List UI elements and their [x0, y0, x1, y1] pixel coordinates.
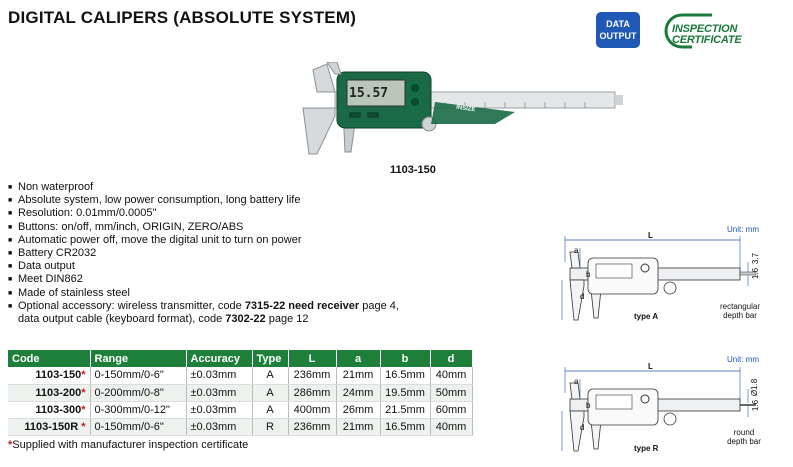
col-b: b [380, 350, 430, 367]
accessory-code: 7302-22 [225, 313, 266, 326]
label-b-r: b [586, 401, 591, 410]
col-L: L [288, 350, 336, 367]
unit-label-r: Unit: mm [727, 355, 759, 364]
note-line: rectangular [719, 302, 761, 311]
star-mark: * [81, 403, 86, 416]
cell-code [8, 384, 90, 401]
label-a-r: a [574, 377, 579, 386]
feature-item: ■ Meet DIN862 [8, 273, 399, 286]
cell-L: 236mm [288, 418, 336, 435]
star-mark: * [81, 386, 86, 399]
cell-type: R [252, 418, 288, 435]
table-row [8, 384, 472, 401]
accessory-page: page 12 [265, 313, 309, 326]
accessory-text: data output cable (keyboard format), code [18, 313, 226, 326]
col-code: Code [8, 350, 90, 367]
table-header-row [8, 350, 472, 367]
cell-b: 21.5mm [380, 401, 430, 418]
cell-b: 19.5mm [380, 384, 430, 401]
label-a-a: a [574, 246, 579, 255]
note-line: depth bar [727, 437, 761, 446]
note-line: round [733, 428, 755, 437]
feature-item: ■ Buttons: on/off, mm/inch, ORIGIN, ZERO/ABS [8, 221, 399, 234]
cell-code [8, 367, 90, 384]
col-a: a [336, 350, 380, 367]
star-mark: * [81, 369, 86, 382]
feature-item: ■ Resolution: 0.01mm/0.0005" [8, 207, 399, 220]
cell-type: A [252, 384, 288, 401]
caliper-photo [295, 62, 625, 162]
cell-accuracy: ±0.03mm [186, 367, 252, 384]
col-accuracy: Accuracy [186, 350, 252, 367]
accessory-code: 7315-22 need receiver [244, 299, 360, 312]
accessory-item [8, 300, 399, 313]
feature-item: ■ Battery CR2032 [8, 247, 399, 260]
certificate-line-1: INSPECTION [672, 23, 738, 35]
cell-a: 26mm [336, 401, 380, 418]
data-output-badge [596, 12, 640, 48]
cell-b: 16.5mm [380, 418, 430, 435]
cell-L: 286mm [288, 384, 336, 401]
cell-L: 400mm [288, 401, 336, 418]
feature-item: ■ Absolute system, low power consumption, long battery life [8, 194, 399, 207]
page-title: DIGITAL CALIPERS (ABSOLUTE SYSTEM) [8, 8, 357, 27]
display-reading: 15.57 [349, 86, 389, 101]
table-row [8, 418, 472, 435]
accessory-text: Optional accessory: wireless transmitter, code [18, 299, 245, 312]
cell-accuracy: ±0.03mm [186, 401, 252, 418]
cell-code [8, 401, 90, 418]
cell-code [8, 418, 90, 435]
feature-list [8, 181, 399, 326]
footnote [8, 439, 248, 451]
table-row [8, 401, 472, 418]
note-line: depth bar [723, 311, 757, 320]
certificate-text [672, 24, 742, 46]
accessory-page: page 4, [359, 299, 399, 312]
cell-range: 0-200mm/0-8" [90, 384, 186, 401]
spec-table [8, 350, 473, 436]
cell-b: 16.5mm [380, 367, 430, 384]
code-text: 1103-150R [24, 420, 79, 433]
cell-range: 0-150mm/0-6" [90, 367, 186, 384]
accessory-item-cont [8, 313, 399, 326]
cell-range: 0-150mm/0-6" [90, 418, 186, 435]
model-label: 1103-150 [390, 164, 436, 176]
cell-range: 0-300mm/0-12" [90, 401, 186, 418]
code-text: 1103-150 [35, 369, 82, 382]
star-mark: * [8, 439, 13, 451]
certificate-line-2: CERTIFICATE [672, 34, 742, 46]
type-label-a: type A [634, 312, 659, 321]
inspection-certificate-logo [662, 11, 770, 51]
cell-type: A [252, 401, 288, 418]
feature-item: ■ Made of stainless steel [8, 287, 399, 300]
cell-a: 24mm [336, 384, 380, 401]
cell-L: 236mm [288, 367, 336, 384]
code-text: 1103-300 [35, 403, 82, 416]
label-L-r: L [648, 362, 653, 371]
star-mark: * [81, 420, 86, 433]
col-d: d [430, 350, 472, 367]
diagram-note-r [716, 428, 772, 446]
cell-d: 60mm [430, 401, 472, 418]
feature-item: ■ Data output [8, 260, 399, 273]
footnote-text: Supplied with manufacturer inspection certificate [12, 439, 249, 451]
table-row [8, 367, 472, 384]
dim-r-1: Ø1.8 [750, 378, 760, 397]
badge-line-2: OUTPUT [599, 31, 637, 41]
col-range: Range [90, 350, 186, 367]
code-text: 1103-200 [35, 386, 82, 399]
diagram-note-a [708, 302, 772, 320]
label-b-a: b [586, 270, 591, 279]
cell-a: 21mm [336, 367, 380, 384]
col-type: Type [252, 350, 288, 367]
feature-item: ■ Automatic power off, move the digital unit to turn on power [8, 234, 399, 247]
label-d-r: d [580, 423, 585, 432]
cell-accuracy: ±0.03mm [186, 384, 252, 401]
cell-a: 21mm [336, 418, 380, 435]
badge-line-1: DATA [606, 19, 630, 29]
dim-r-2: 1.6 [751, 399, 761, 412]
label-L-a: L [648, 231, 653, 240]
type-label-r: type R [634, 444, 659, 453]
unit-label-a: Unit: mm [727, 225, 759, 234]
label-d-a: d [580, 292, 585, 301]
dim-a-1: 3.7 [751, 252, 761, 265]
cell-d: 50mm [430, 384, 472, 401]
tool-brand: INSIZE [455, 104, 476, 114]
dim-a-2: 1.6 [751, 267, 761, 280]
cell-d: 40mm [430, 367, 472, 384]
feature-item: ■ Non waterproof [8, 181, 399, 194]
cell-d: 40mm [430, 418, 472, 435]
cell-type: A [252, 367, 288, 384]
cell-accuracy: ±0.03mm [186, 418, 252, 435]
